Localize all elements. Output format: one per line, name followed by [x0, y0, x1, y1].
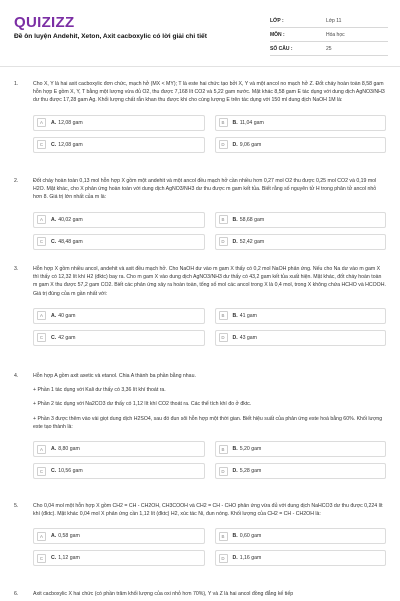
option-d[interactable]: [215, 137, 387, 153]
question-4: [14, 372, 386, 479]
meta-row-count: [270, 42, 388, 56]
question-text-part-3: + Phần 3 được thêm vào vài giọt dung dịch H2SO4, sau đó đun sôi hỗn hợp một thời gian. Biết hiệu suất của phản ứng este hoá bằng 60%. Khối lượng este tạo thành là:: [33, 415, 383, 430]
option-badge: A: [37, 311, 46, 320]
option-c[interactable]: [33, 463, 205, 479]
option-badge: B: [219, 215, 228, 224]
option-letter: A.: [51, 312, 57, 319]
option-text: 1,16 gam: [239, 555, 262, 562]
option-badge: A: [37, 445, 46, 454]
question-number: 2.: [14, 178, 19, 184]
option-text: 42 gam: [58, 334, 76, 341]
option-text: 40 gam: [58, 312, 76, 319]
question-text: Hỗn hợp X gồm nhiều ancol, andehit và axit đều mạch hở. Cho NaOH dư vào m gam X thấy có 0,2 mol NaOH phản ứng. Nếu cho Na dư vào m gam X thì thấy có 12,32 lít khí H2 (đktc) bay ra. Cho m gam X vào dung dịch AgNO3/NH3 dư thấy có 43,2 gam kết tủa xuất hiện. Mặt khác, đốt cháy hoàn toàn m gam X thu được 57,2 gam CO2. Biết các phản ứng xảy ra hoàn toàn, tổng số mol các ancol trong X là 0,4 mol, trong X không chứa HCHO và HCOOH. Giá trị đúng của m gần nhất với:: [33, 266, 386, 297]
meta-value: Hóa học: [326, 31, 345, 38]
option-d[interactable]: [215, 550, 387, 566]
option-badge: A: [37, 532, 46, 541]
option-a[interactable]: [33, 115, 205, 131]
option-text: 10,56 gam: [58, 468, 83, 475]
question-2: [14, 177, 386, 250]
option-badge: C: [37, 333, 46, 342]
option-text: 1,12 gam: [58, 555, 80, 562]
option-b[interactable]: [215, 212, 387, 228]
option-letter: B.: [232, 119, 238, 126]
option-text: 0,58 gam: [58, 533, 80, 540]
option-a[interactable]: [33, 441, 205, 457]
option-letter: D.: [232, 334, 238, 341]
option-badge: B: [219, 118, 228, 127]
option-b[interactable]: [215, 528, 387, 544]
option-a[interactable]: [33, 212, 205, 228]
meta-key: SỐ CÂU :: [270, 45, 293, 52]
option-badge: A: [37, 118, 46, 127]
option-letter: D.: [232, 555, 238, 562]
option-badge: C: [37, 237, 46, 246]
option-b[interactable]: [215, 115, 387, 131]
question-6: [14, 590, 386, 601]
option-text: 48,48 gam: [58, 238, 83, 245]
option-badge: B: [219, 445, 228, 454]
option-text: 52,42 gam: [239, 238, 265, 245]
option-badge: D: [219, 237, 228, 246]
question-number: 3.: [14, 266, 19, 272]
option-text: 43 gam: [239, 334, 257, 341]
option-letter: A.: [51, 446, 57, 453]
option-a[interactable]: [33, 528, 205, 544]
option-text: 5,20 gam: [239, 446, 262, 453]
header-divider: [0, 66, 400, 67]
option-a[interactable]: [33, 308, 205, 324]
meta-value: 25: [326, 45, 332, 52]
option-letter: A.: [51, 119, 57, 126]
option-c[interactable]: [33, 330, 205, 346]
option-badge: D: [219, 333, 228, 342]
option-badge: D: [219, 467, 228, 476]
option-badge: B: [219, 532, 228, 541]
option-d[interactable]: [215, 234, 387, 250]
option-c[interactable]: [33, 234, 205, 250]
question-text-part-2: + Phần 2 tác dụng với Na2CO3 dư thấy có 1,12 lít khí CO2 thoát ra. Các thể tích khí đo ở đktc.: [33, 401, 252, 408]
question-number: 5.: [14, 503, 19, 509]
question-number: 1.: [14, 81, 19, 87]
option-letter: A.: [51, 216, 57, 223]
option-letter: C.: [51, 141, 57, 148]
option-letter: B.: [232, 216, 238, 223]
question-5: [14, 502, 386, 566]
question-number: 4.: [14, 373, 19, 379]
option-badge: C: [37, 467, 46, 476]
option-text: 9,06 gam: [239, 141, 262, 148]
option-letter: A.: [51, 533, 57, 540]
option-badge: D: [219, 554, 228, 563]
meta-value: Lớp 11: [326, 17, 342, 24]
option-b[interactable]: [215, 441, 387, 457]
option-c[interactable]: [33, 137, 205, 153]
option-b[interactable]: [215, 308, 387, 324]
option-text: 8,80 gam: [58, 446, 80, 453]
option-text: 58,68 gam: [239, 216, 265, 223]
option-badge: D: [219, 140, 228, 149]
question-number: 6.: [14, 591, 19, 597]
option-badge: C: [37, 140, 46, 149]
meta-key: LỚP :: [270, 17, 284, 24]
option-d[interactable]: [215, 463, 387, 479]
question-1: [14, 80, 386, 153]
page-title: Đề ôn luyện Andehit, Xeton, Axit cacboxylic có lời giải chi tiết: [14, 33, 207, 40]
question-3: [14, 265, 386, 346]
option-badge: B: [219, 311, 228, 320]
option-text: 41 gam: [239, 312, 257, 319]
option-d[interactable]: [215, 330, 387, 346]
option-letter: B.: [232, 533, 238, 540]
option-letter: C.: [51, 555, 57, 562]
question-text: Cho X, Y là hai axit cacboxylic đơn chức, mạch hở (MX < MY); T là este hai chức tạo bởi X, Y và một ancol no mạch hở Z. Đốt cháy hoàn toàn 8,58 gam hỗn hợp E gồm X, Y, T bằng một lượng vừa đủ O2, thu được 7,168 lít CO2 và 5,22 gam nước. Mặt khác 8,58 gam E tác dụng với dung dịch AgNO3/NH3 dư thu được 17,28 gam Ag. Khối lượng chất rắn khan thu được khi cho cùng lượng E trên tác dụng với 150 ml dung dịch NaOH 1M là:: [33, 81, 385, 104]
option-badge: C: [37, 554, 46, 563]
option-text: 0,60 gam: [239, 533, 262, 540]
question-text: Hỗn hợp A gồm axit axetic và etanol. Chia A thành ba phần bằng nhau.: [33, 373, 196, 379]
meta-box: [270, 14, 388, 56]
option-text: 5,28 gam: [239, 468, 262, 475]
meta-row-grade: [270, 14, 388, 28]
meta-key: MÔN :: [270, 31, 285, 38]
question-text: Cho 0,04 mol một hỗn hợp X gồm CH2 = CH - CH2OH, CH3COOH và CH2 = CH - CHO phản ứng vừa đủ với dung dịch NaHCO3 dư thu được 0,224 lít khí (đktc). Mặt khác 0,04 mol X phản ứng cần 1,12 lít (đktc) H2, xúc tác Ni, đun nóng. Khối lượng của CH2 = CH - CH2OH là:: [33, 503, 383, 518]
meta-row-subject: [270, 28, 388, 42]
question-text: Đốt cháy hoàn toàn 0,13 mol hỗn hợp X gồm một andehit và một ancol đều mạch hở cần nhiều hơn 0,27 mol O2 thu được 0,25 mol CO2 và 0,19 mol H2O. Mặt khác, cho X phản ứng hoàn toàn với dung dịch AgNO3/NH3 dư thu được m gam kết tủa. Biết rằng số nguyên tử H trong phân tử ancol nhỏ hơn 8. Giá trị lớn nhất của m là:: [33, 178, 377, 201]
question-text-part-1: + Phần 1 tác dụng với Kali dư thấy có 3,36 lít khí thoát ra.: [33, 387, 166, 394]
option-text: 12,08 gam: [58, 141, 83, 148]
option-letter: C.: [51, 238, 57, 245]
option-letter: C.: [51, 334, 57, 341]
question-text: Axit cacboxylic X hai chức (có phần trăm khối lượng của oxi nhỏ hơn 70%), Y và Z là hai ancol đồng đẳng kế tiếp: [33, 591, 294, 597]
option-letter: B.: [232, 312, 238, 319]
option-letter: D.: [232, 238, 238, 245]
option-letter: B.: [232, 446, 238, 453]
quizizz-logo: QUIZIZZ: [14, 14, 75, 31]
option-letter: C.: [51, 468, 57, 475]
option-letter: D.: [232, 468, 238, 475]
option-badge: A: [37, 215, 46, 224]
option-text: 11,04 gam: [239, 119, 264, 126]
option-text: 12,08 gam: [58, 119, 83, 126]
option-c[interactable]: [33, 550, 205, 566]
option-text: 40,02 gam: [58, 216, 83, 223]
option-letter: D.: [232, 141, 238, 148]
